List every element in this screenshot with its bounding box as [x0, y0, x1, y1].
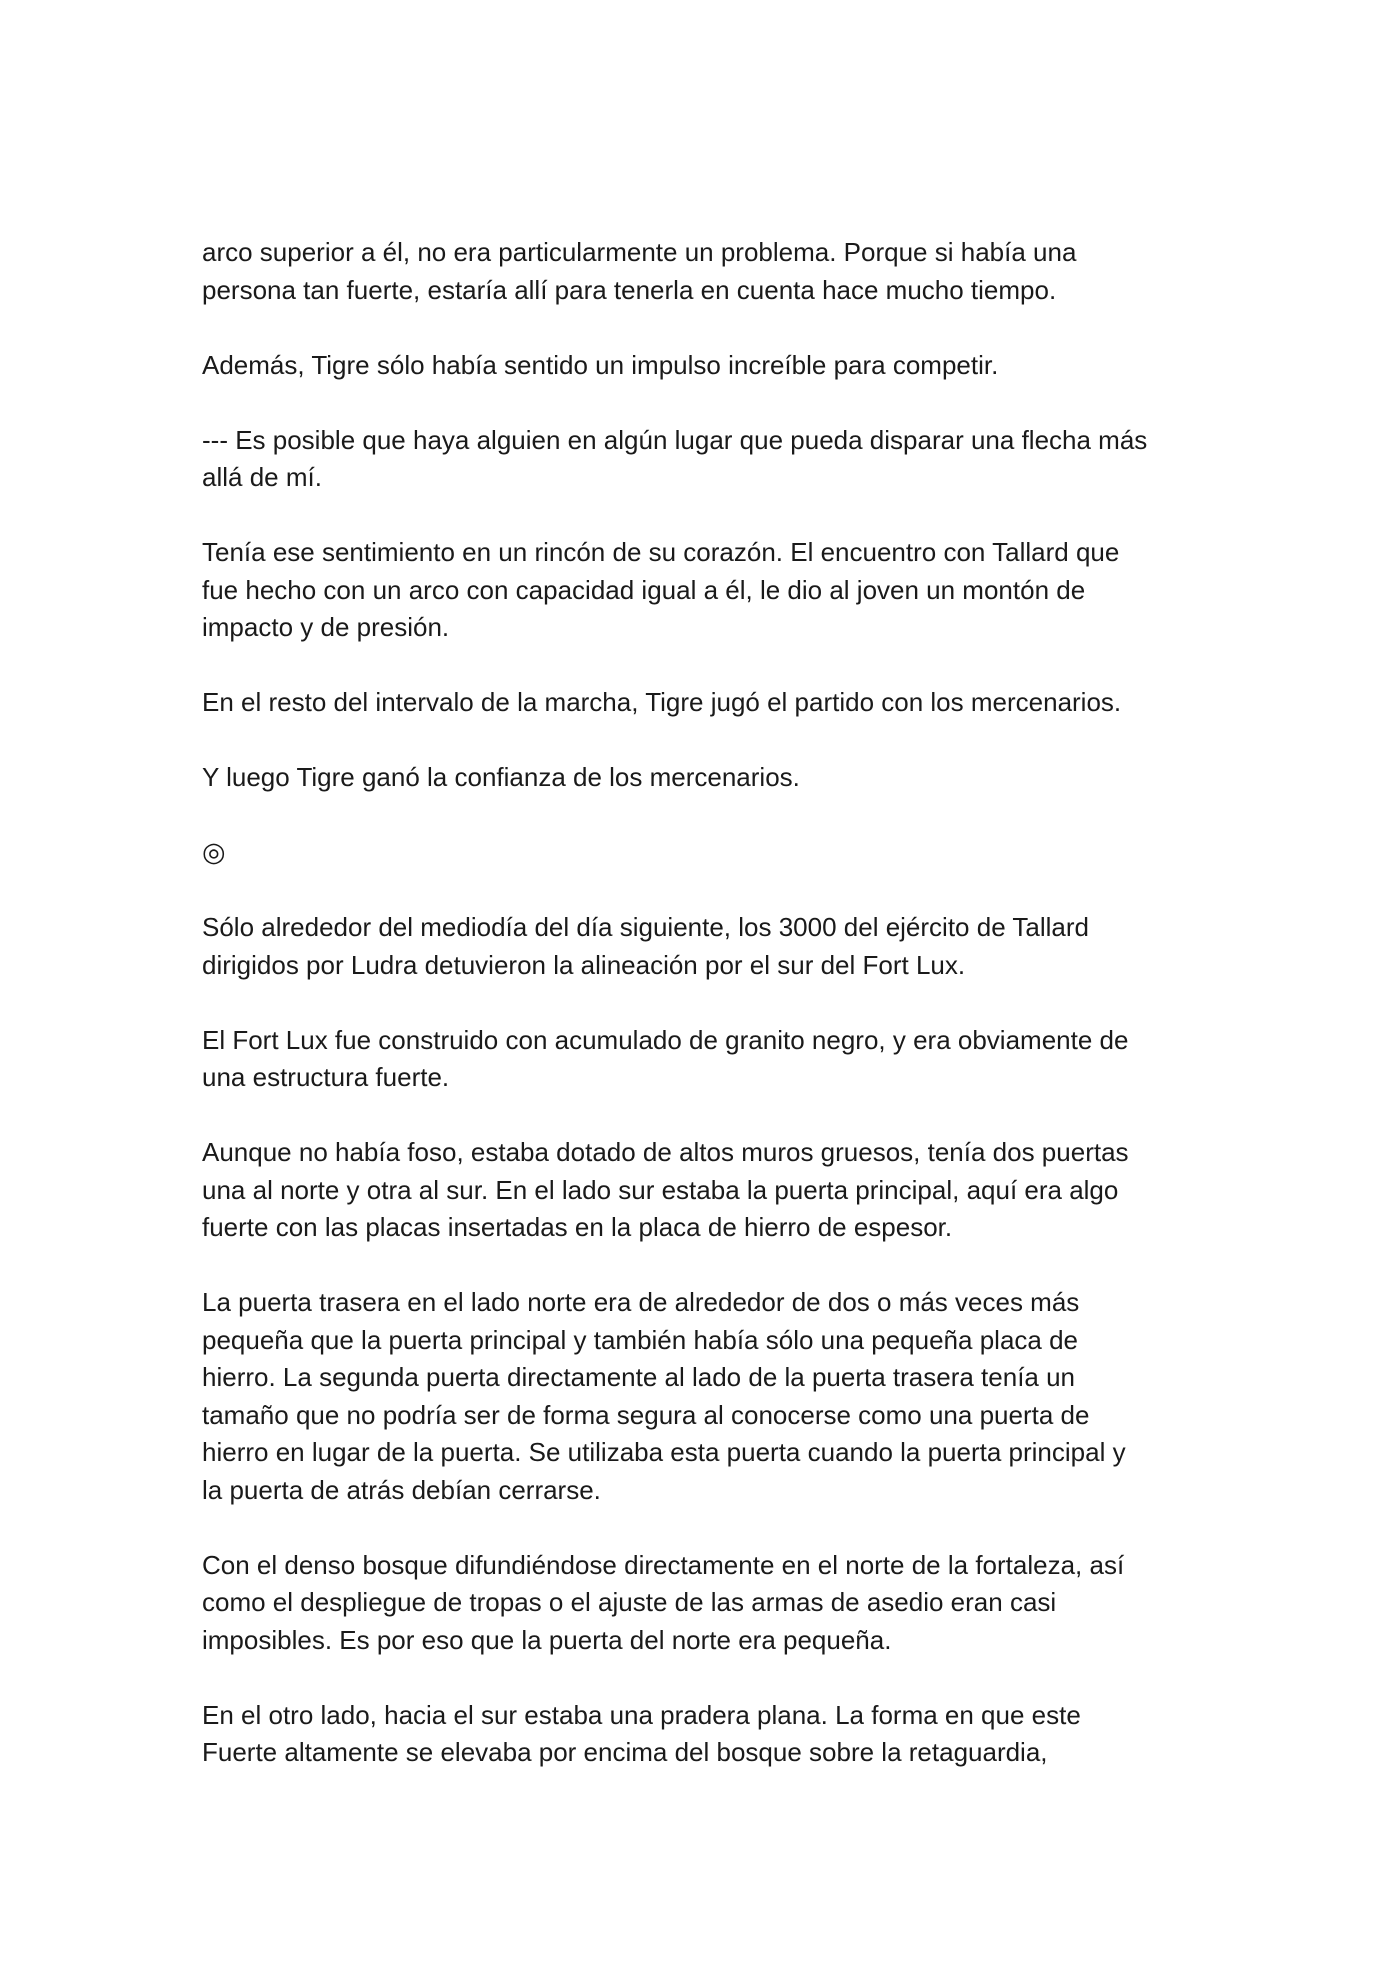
text-line: hierro en lugar de la puerta. Se utilizaba esta puerta cuando la puerta principal y — [202, 1437, 1126, 1467]
text-line: arco superior a él, no era particularmente un problema. Porque si había una — [202, 237, 1077, 267]
text-line: la puerta de atrás debían cerrarse. — [202, 1474, 601, 1505]
text-line: Con el denso bosque difundiéndose directamente en el norte de la fortaleza, así — [202, 1549, 1125, 1580]
paragraph — [202, 1547, 1212, 1660]
text-line: El Fort Lux fue construido con acumulado de granito negro, y era obviamente de — [202, 1024, 1129, 1055]
text-line: fuerte con las placas insertadas en la placa de hierro de espesor. — [202, 1212, 953, 1242]
text-line: como el despliegue de tropas o el ajuste de las armas de asedio eran casi — [202, 1587, 1057, 1617]
text-line: Sólo alrededor del mediodía del día siguiente, los 3000 del ejército de Tallard — [202, 912, 1089, 942]
text-line: Fuerte altamente se elevaba por encima del bosque sobre la retaguardia, — [202, 1737, 1048, 1767]
scene-break-symbol: ◎ — [202, 837, 226, 868]
paragraph — [202, 422, 1212, 497]
text-line: Además, Tigre sólo había sentido un impulso increíble para competir. — [202, 349, 999, 380]
paragraph — [202, 759, 1212, 797]
text-line: fue hecho con un arco con capacidad igual a él, le dio al joven un montón de — [202, 574, 1086, 605]
text-line: una estructura fuerte. — [202, 1062, 450, 1092]
text-line: Tenía ese sentimiento en un rincón de su corazón. El encuentro con Tallard que — [202, 537, 1120, 567]
text-line: una al norte y otra al sur. En el lado sur estaba la puerta principal, aquí era algo — [202, 1174, 1119, 1205]
text-line: dirigidos por Ludra detuvieron la alineación por el sur del Fort Lux. — [202, 949, 966, 980]
text-line: tamaño que no podría ser de forma segura al conocerse como una puerta de — [202, 1399, 1090, 1430]
text-line: --- Es posible que haya alguien en algún lugar que pueda disparar una flecha más — [202, 424, 1148, 455]
paragraph — [202, 234, 1212, 309]
paragraph — [202, 1697, 1212, 1772]
paragraph — [202, 534, 1212, 647]
paragraph — [202, 1134, 1212, 1247]
text-line: Y luego Tigre ganó la confianza de los mercenarios. — [202, 762, 800, 792]
text-line: Aunque no había foso, estaba dotado de altos muros gruesos, tenía dos puertas — [202, 1137, 1129, 1167]
text-line: En el resto del intervalo de la marcha, Tigre jugó el partido con los mercenarios. — [202, 687, 1122, 717]
paragraph — [202, 347, 1212, 385]
text-line: persona tan fuerte, estaría allí para tenerla en cuenta hace mucho tiempo. — [202, 274, 1057, 305]
document-body — [202, 234, 1212, 1809]
text-line: imposibles. Es por eso que la puerta del norte era pequeña. — [202, 1624, 892, 1655]
paragraph — [202, 909, 1212, 984]
text-line: hierro. La segunda puerta directamente al lado de la puerta trasera tenía un — [202, 1362, 1076, 1392]
text-line: pequeña que la puerta principal y también había sólo una pequeña placa de — [202, 1324, 1079, 1355]
text-line: impacto y de presión. — [202, 612, 450, 642]
text-line: allá de mí. — [202, 462, 322, 492]
paragraph — [202, 1022, 1212, 1097]
paragraph — [202, 684, 1212, 722]
text-line: En el otro lado, hacia el sur estaba una pradera plana. La forma en que este — [202, 1699, 1081, 1730]
paragraph — [202, 1284, 1212, 1509]
text-line: La puerta trasera en el lado norte era de alrededor de dos o más veces más — [202, 1287, 1080, 1317]
